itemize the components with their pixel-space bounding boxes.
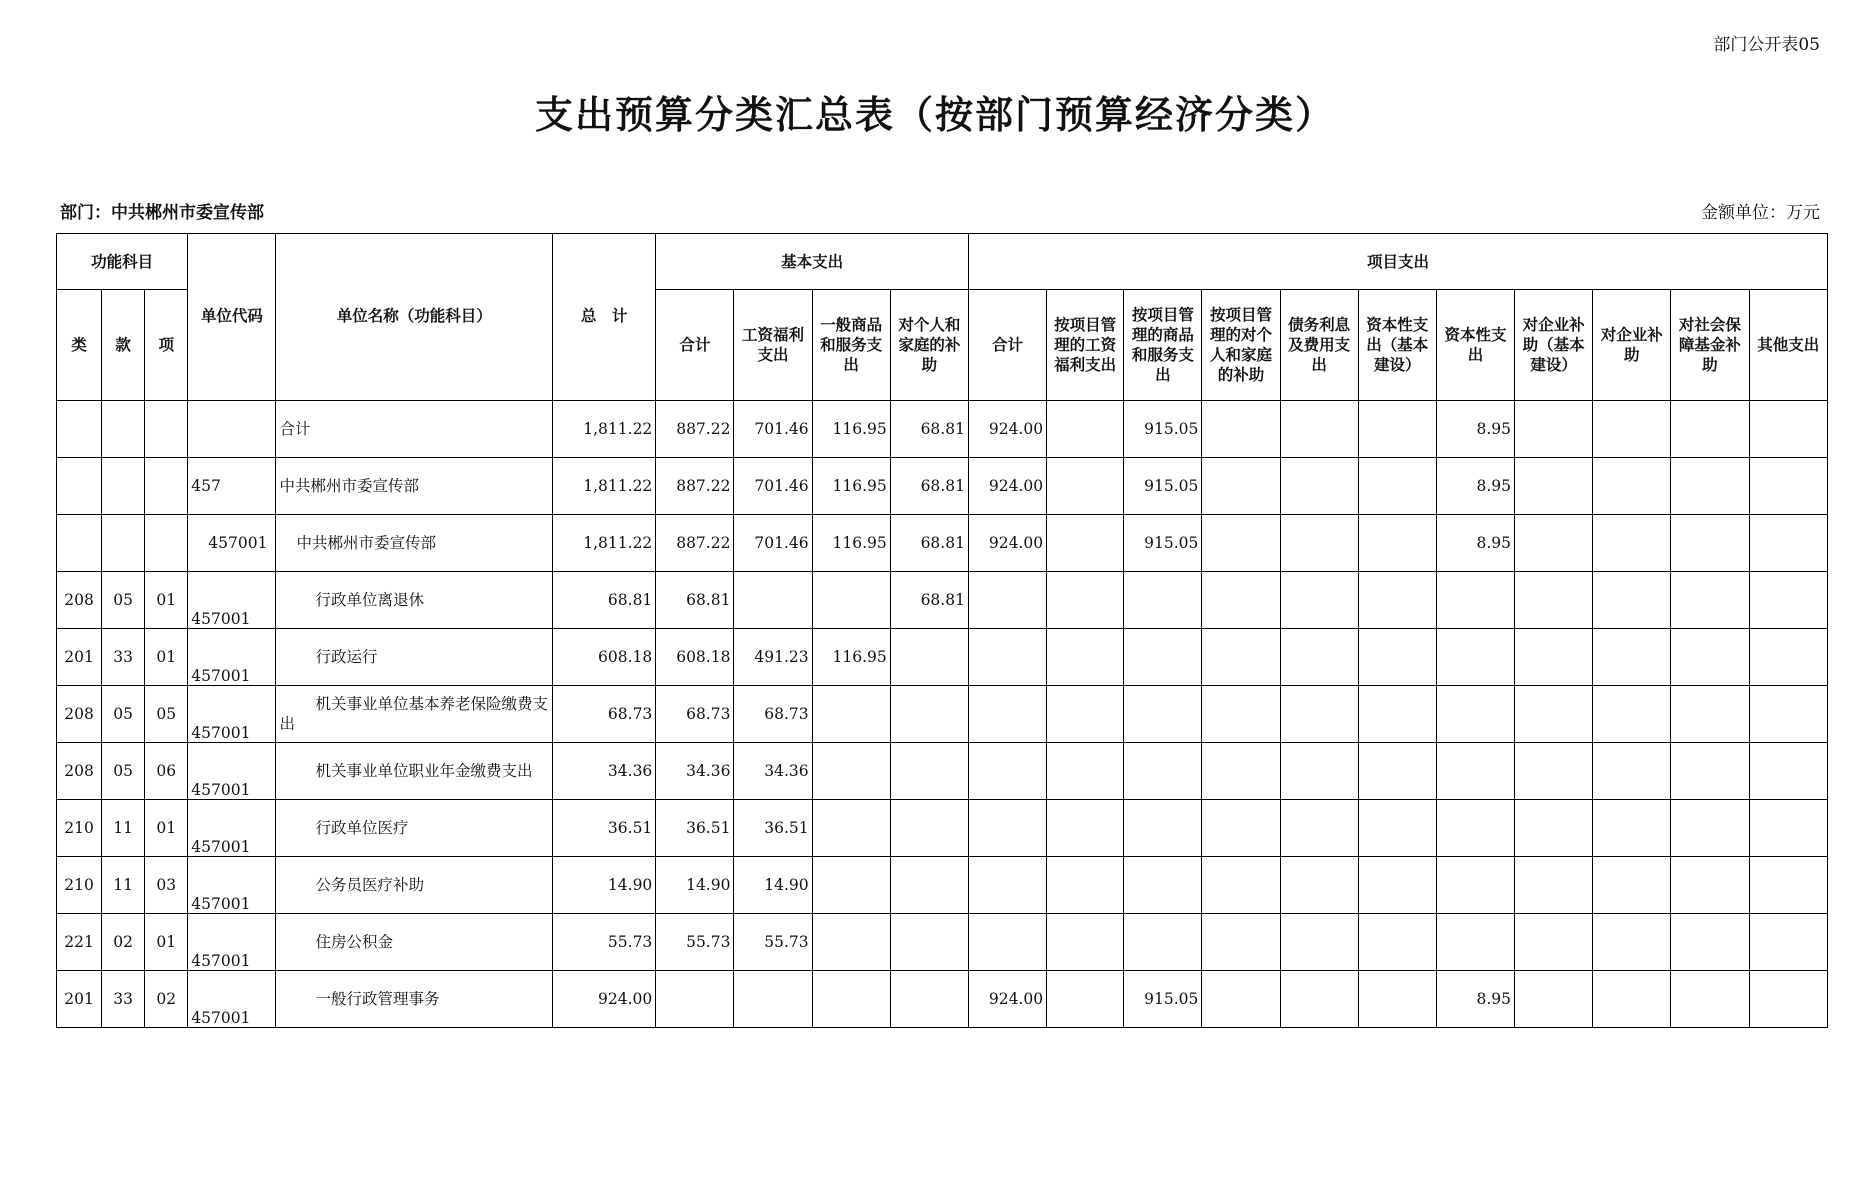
cell-p-goods bbox=[1124, 857, 1202, 914]
cell-p-capital-build bbox=[1358, 800, 1436, 857]
header-project-other: 其他支出 bbox=[1749, 290, 1828, 401]
cell-xiang bbox=[145, 401, 188, 458]
cell-p-social bbox=[1671, 401, 1749, 458]
cell-p-capital-build bbox=[1358, 743, 1436, 800]
cell-unit-name: 机关事业单位基本养老保险缴费支出 bbox=[276, 686, 553, 743]
cell-p-ent bbox=[1593, 971, 1671, 1028]
cell-p-social bbox=[1671, 914, 1749, 971]
table-row bbox=[57, 515, 1828, 572]
header-kuan: 款 bbox=[102, 290, 145, 401]
cell-lei bbox=[57, 515, 102, 572]
cell-p-ent bbox=[1593, 629, 1671, 686]
cell-b-total: 608.18 bbox=[656, 629, 734, 686]
cell-p-ent-build bbox=[1515, 914, 1593, 971]
cell-unit-code: 457001 bbox=[188, 914, 276, 971]
table-row bbox=[57, 686, 1828, 743]
cell-p-personal bbox=[1202, 686, 1280, 743]
header-project-enterprise: 对企业补助 bbox=[1593, 290, 1671, 401]
cell-p-wage bbox=[1047, 800, 1124, 857]
cell-p-social bbox=[1671, 572, 1749, 629]
cell-p-debt bbox=[1280, 800, 1358, 857]
cell-lei: 201 bbox=[57, 971, 102, 1028]
cell-b-personal bbox=[890, 800, 968, 857]
table-body bbox=[57, 401, 1828, 1028]
cell-p-capital-build bbox=[1358, 914, 1436, 971]
cell-kuan bbox=[102, 458, 145, 515]
cell-total: 68.73 bbox=[553, 686, 656, 743]
cell-p-other bbox=[1749, 743, 1828, 800]
cell-p-capital: 8.95 bbox=[1436, 515, 1514, 572]
cell-p-personal bbox=[1202, 401, 1280, 458]
cell-p-debt bbox=[1280, 629, 1358, 686]
cell-p-ent bbox=[1593, 914, 1671, 971]
table-row bbox=[57, 914, 1828, 971]
cell-p-wage bbox=[1047, 743, 1124, 800]
cell-total: 68.81 bbox=[553, 572, 656, 629]
header-unit-name: 单位名称（功能科目） bbox=[276, 234, 553, 401]
cell-p-capital-build bbox=[1358, 572, 1436, 629]
expenditure-budget-table bbox=[56, 233, 1828, 1028]
header-project-wage: 按项目管理的工资福利支出 bbox=[1047, 290, 1124, 401]
cell-p-wage bbox=[1047, 686, 1124, 743]
cell-b-goods bbox=[812, 686, 890, 743]
cell-unit-code: 457001 bbox=[188, 572, 276, 629]
cell-kuan bbox=[102, 515, 145, 572]
cell-b-goods: 116.95 bbox=[812, 458, 890, 515]
header-project-total: 合计 bbox=[968, 290, 1046, 401]
cell-b-wage: 55.73 bbox=[734, 914, 812, 971]
cell-p-other bbox=[1749, 857, 1828, 914]
cell-xiang: 01 bbox=[145, 914, 188, 971]
cell-p-capital-build bbox=[1358, 971, 1436, 1028]
cell-p-social bbox=[1671, 857, 1749, 914]
cell-p-total bbox=[968, 800, 1046, 857]
cell-p-wage bbox=[1047, 914, 1124, 971]
table-row bbox=[57, 401, 1828, 458]
cell-p-capital-build bbox=[1358, 857, 1436, 914]
cell-p-wage bbox=[1047, 857, 1124, 914]
cell-p-total: 924.00 bbox=[968, 401, 1046, 458]
cell-p-total: 924.00 bbox=[968, 515, 1046, 572]
cell-b-wage: 34.36 bbox=[734, 743, 812, 800]
cell-b-wage: 68.73 bbox=[734, 686, 812, 743]
cell-lei: 208 bbox=[57, 743, 102, 800]
cell-xiang: 01 bbox=[145, 800, 188, 857]
department-label: 部门：中共郴州市委宣传部 bbox=[60, 203, 264, 223]
cell-p-other bbox=[1749, 800, 1828, 857]
cell-p-capital-build bbox=[1358, 458, 1436, 515]
cell-p-total: 924.00 bbox=[968, 971, 1046, 1028]
cell-b-personal bbox=[890, 914, 968, 971]
cell-p-personal bbox=[1202, 629, 1280, 686]
cell-p-ent-build bbox=[1515, 743, 1593, 800]
cell-b-total: 68.81 bbox=[656, 572, 734, 629]
cell-xiang bbox=[145, 515, 188, 572]
cell-p-wage bbox=[1047, 458, 1124, 515]
cell-b-total: 55.73 bbox=[656, 914, 734, 971]
cell-b-wage bbox=[734, 971, 812, 1028]
cell-unit-name: 住房公积金 bbox=[276, 914, 553, 971]
cell-b-goods bbox=[812, 971, 890, 1028]
cell-p-goods bbox=[1124, 629, 1202, 686]
cell-lei bbox=[57, 401, 102, 458]
table-row bbox=[57, 971, 1828, 1028]
cell-p-total: 924.00 bbox=[968, 458, 1046, 515]
cell-p-capital-build bbox=[1358, 686, 1436, 743]
header-unit-code: 单位代码 bbox=[188, 234, 276, 401]
cell-total: 36.51 bbox=[553, 800, 656, 857]
cell-b-goods bbox=[812, 914, 890, 971]
cell-p-capital bbox=[1436, 572, 1514, 629]
cell-total: 14.90 bbox=[553, 857, 656, 914]
cell-kuan: 11 bbox=[102, 800, 145, 857]
table-row bbox=[57, 572, 1828, 629]
header-project-social-fund: 对社会保障基金补助 bbox=[1671, 290, 1749, 401]
cell-unit-code: 457001 bbox=[188, 515, 276, 572]
cell-b-personal bbox=[890, 971, 968, 1028]
header-project-enterprise-build: 对企业补助（基本建设） bbox=[1515, 290, 1593, 401]
cell-p-ent bbox=[1593, 743, 1671, 800]
cell-p-other bbox=[1749, 515, 1828, 572]
cell-xiang: 05 bbox=[145, 686, 188, 743]
cell-p-debt bbox=[1280, 743, 1358, 800]
cell-xiang bbox=[145, 458, 188, 515]
cell-lei bbox=[57, 458, 102, 515]
cell-p-social bbox=[1671, 686, 1749, 743]
cell-unit-name: 行政运行 bbox=[276, 629, 553, 686]
cell-unit-code: 457001 bbox=[188, 857, 276, 914]
cell-unit-name: 机关事业单位职业年金缴费支出 bbox=[276, 743, 553, 800]
cell-p-ent-build bbox=[1515, 458, 1593, 515]
cell-p-social bbox=[1671, 800, 1749, 857]
cell-total: 1,811.22 bbox=[553, 401, 656, 458]
cell-b-total: 14.90 bbox=[656, 857, 734, 914]
cell-unit-code: 457001 bbox=[188, 971, 276, 1028]
cell-kuan: 33 bbox=[102, 971, 145, 1028]
cell-b-wage: 701.46 bbox=[734, 401, 812, 458]
cell-unit-code: 457 bbox=[188, 458, 276, 515]
cell-unit-name: 中共郴州市委宣传部 bbox=[276, 458, 553, 515]
cell-p-capital bbox=[1436, 914, 1514, 971]
cell-p-wage bbox=[1047, 629, 1124, 686]
cell-p-other bbox=[1749, 914, 1828, 971]
cell-p-capital: 8.95 bbox=[1436, 458, 1514, 515]
cell-total: 608.18 bbox=[553, 629, 656, 686]
cell-p-other bbox=[1749, 686, 1828, 743]
cell-p-personal bbox=[1202, 971, 1280, 1028]
cell-unit-code: 457001 bbox=[188, 686, 276, 743]
cell-p-total bbox=[968, 743, 1046, 800]
cell-p-personal bbox=[1202, 458, 1280, 515]
cell-b-wage: 701.46 bbox=[734, 458, 812, 515]
cell-p-personal bbox=[1202, 743, 1280, 800]
cell-p-ent bbox=[1593, 572, 1671, 629]
cell-unit-name: 公务员医疗补助 bbox=[276, 857, 553, 914]
cell-p-ent-build bbox=[1515, 401, 1593, 458]
cell-b-goods bbox=[812, 743, 890, 800]
cell-kuan: 02 bbox=[102, 914, 145, 971]
cell-p-capital bbox=[1436, 743, 1514, 800]
cell-b-personal: 68.81 bbox=[890, 401, 968, 458]
cell-lei: 210 bbox=[57, 857, 102, 914]
cell-unit-code bbox=[188, 401, 276, 458]
header-project-goods: 按项目管理的商品和服务支出 bbox=[1124, 290, 1202, 401]
cell-unit-code: 457001 bbox=[188, 743, 276, 800]
header-project-capital-build: 资本性支出（基本建设） bbox=[1358, 290, 1436, 401]
cell-b-goods: 116.95 bbox=[812, 401, 890, 458]
cell-p-goods bbox=[1124, 572, 1202, 629]
header-basic-total: 合计 bbox=[656, 290, 734, 401]
cell-p-other bbox=[1749, 572, 1828, 629]
cell-total: 55.73 bbox=[553, 914, 656, 971]
cell-p-goods: 915.05 bbox=[1124, 515, 1202, 572]
cell-b-personal bbox=[890, 743, 968, 800]
cell-b-wage: 701.46 bbox=[734, 515, 812, 572]
cell-p-wage bbox=[1047, 401, 1124, 458]
cell-b-total: 887.22 bbox=[656, 515, 734, 572]
table-row bbox=[57, 743, 1828, 800]
cell-b-personal: 68.81 bbox=[890, 458, 968, 515]
cell-kuan: 05 bbox=[102, 572, 145, 629]
table-row bbox=[57, 857, 1828, 914]
cell-p-ent-build bbox=[1515, 971, 1593, 1028]
cell-p-debt bbox=[1280, 401, 1358, 458]
cell-b-wage: 36.51 bbox=[734, 800, 812, 857]
cell-p-ent-build bbox=[1515, 629, 1593, 686]
cell-p-capital-build bbox=[1358, 401, 1436, 458]
cell-b-goods bbox=[812, 800, 890, 857]
cell-b-goods: 116.95 bbox=[812, 629, 890, 686]
cell-p-ent bbox=[1593, 458, 1671, 515]
cell-p-wage bbox=[1047, 515, 1124, 572]
cell-p-goods bbox=[1124, 800, 1202, 857]
cell-lei: 208 bbox=[57, 572, 102, 629]
cell-p-other bbox=[1749, 629, 1828, 686]
header-total: 总 计 bbox=[553, 234, 656, 401]
cell-xiang: 06 bbox=[145, 743, 188, 800]
cell-b-total: 36.51 bbox=[656, 800, 734, 857]
cell-p-total bbox=[968, 686, 1046, 743]
cell-p-debt bbox=[1280, 857, 1358, 914]
cell-p-debt bbox=[1280, 572, 1358, 629]
cell-b-wage bbox=[734, 572, 812, 629]
cell-p-other bbox=[1749, 401, 1828, 458]
cell-xiang: 03 bbox=[145, 857, 188, 914]
cell-p-ent bbox=[1593, 515, 1671, 572]
cell-xiang: 01 bbox=[145, 629, 188, 686]
amount-unit-label: 金额单位：万元 bbox=[1701, 203, 1820, 223]
form-number: 部门公开表05 bbox=[1713, 35, 1820, 55]
cell-kuan: 33 bbox=[102, 629, 145, 686]
cell-kuan: 05 bbox=[102, 743, 145, 800]
cell-p-capital: 8.95 bbox=[1436, 971, 1514, 1028]
header-basic-goods: 一般商品和服务支出 bbox=[812, 290, 890, 401]
cell-p-personal bbox=[1202, 572, 1280, 629]
cell-lei: 210 bbox=[57, 800, 102, 857]
cell-p-capital bbox=[1436, 629, 1514, 686]
cell-p-ent bbox=[1593, 857, 1671, 914]
cell-b-goods bbox=[812, 572, 890, 629]
cell-b-total: 887.22 bbox=[656, 458, 734, 515]
cell-kuan: 05 bbox=[102, 686, 145, 743]
header-project-capital: 资本性支出 bbox=[1436, 290, 1514, 401]
cell-p-ent-build bbox=[1515, 515, 1593, 572]
table-row bbox=[57, 800, 1828, 857]
cell-p-ent bbox=[1593, 686, 1671, 743]
cell-p-goods bbox=[1124, 743, 1202, 800]
cell-b-wage: 491.23 bbox=[734, 629, 812, 686]
cell-b-goods: 116.95 bbox=[812, 515, 890, 572]
cell-unit-code: 457001 bbox=[188, 800, 276, 857]
cell-kuan bbox=[102, 401, 145, 458]
cell-xiang: 02 bbox=[145, 971, 188, 1028]
cell-p-capital: 8.95 bbox=[1436, 401, 1514, 458]
cell-unit-name: 合计 bbox=[276, 401, 553, 458]
cell-p-goods: 915.05 bbox=[1124, 401, 1202, 458]
cell-p-other bbox=[1749, 971, 1828, 1028]
cell-p-personal bbox=[1202, 857, 1280, 914]
cell-p-debt bbox=[1280, 914, 1358, 971]
cell-lei: 201 bbox=[57, 629, 102, 686]
cell-b-total: 887.22 bbox=[656, 401, 734, 458]
cell-lei: 221 bbox=[57, 914, 102, 971]
cell-p-other bbox=[1749, 458, 1828, 515]
cell-unit-name: 行政单位医疗 bbox=[276, 800, 553, 857]
cell-lei: 208 bbox=[57, 686, 102, 743]
cell-p-ent-build bbox=[1515, 572, 1593, 629]
cell-unit-name: 行政单位离退休 bbox=[276, 572, 553, 629]
cell-p-total bbox=[968, 572, 1046, 629]
cell-total: 34.36 bbox=[553, 743, 656, 800]
cell-p-ent-build bbox=[1515, 857, 1593, 914]
cell-p-ent bbox=[1593, 800, 1671, 857]
cell-b-total: 34.36 bbox=[656, 743, 734, 800]
header-project-debt: 债务利息及费用支出 bbox=[1280, 290, 1358, 401]
cell-p-ent-build bbox=[1515, 800, 1593, 857]
cell-p-debt bbox=[1280, 686, 1358, 743]
cell-p-wage bbox=[1047, 572, 1124, 629]
cell-kuan: 11 bbox=[102, 857, 145, 914]
cell-p-social bbox=[1671, 515, 1749, 572]
cell-unit-code: 457001 bbox=[188, 629, 276, 686]
cell-p-goods: 915.05 bbox=[1124, 971, 1202, 1028]
header-project-personal: 按项目管理的对个人和家庭的补助 bbox=[1202, 290, 1280, 401]
cell-unit-name: 一般行政管理事务 bbox=[276, 971, 553, 1028]
cell-p-personal bbox=[1202, 914, 1280, 971]
cell-total: 924.00 bbox=[553, 971, 656, 1028]
cell-p-debt bbox=[1280, 971, 1358, 1028]
cell-p-capital bbox=[1436, 857, 1514, 914]
cell-b-goods bbox=[812, 857, 890, 914]
cell-p-debt bbox=[1280, 458, 1358, 515]
cell-b-personal: 68.81 bbox=[890, 515, 968, 572]
cell-xiang: 01 bbox=[145, 572, 188, 629]
header-basic-wage: 工资福利支出 bbox=[734, 290, 812, 401]
cell-p-personal bbox=[1202, 515, 1280, 572]
cell-p-wage bbox=[1047, 971, 1124, 1028]
cell-p-social bbox=[1671, 743, 1749, 800]
header-xiang: 项 bbox=[145, 290, 188, 401]
cell-total: 1,811.22 bbox=[553, 515, 656, 572]
cell-p-ent bbox=[1593, 401, 1671, 458]
cell-b-total bbox=[656, 971, 734, 1028]
cell-p-capital bbox=[1436, 800, 1514, 857]
cell-p-social bbox=[1671, 971, 1749, 1028]
cell-p-capital bbox=[1436, 686, 1514, 743]
cell-b-total: 68.73 bbox=[656, 686, 734, 743]
cell-p-total bbox=[968, 857, 1046, 914]
cell-p-goods bbox=[1124, 914, 1202, 971]
cell-p-total bbox=[968, 914, 1046, 971]
cell-p-social bbox=[1671, 458, 1749, 515]
cell-p-capital-build bbox=[1358, 629, 1436, 686]
cell-unit-name: 中共郴州市委宣传部 bbox=[276, 515, 553, 572]
cell-b-personal bbox=[890, 629, 968, 686]
cell-p-goods: 915.05 bbox=[1124, 458, 1202, 515]
header-basic-expenditure: 基本支出 bbox=[656, 234, 969, 290]
cell-total: 1,811.22 bbox=[553, 458, 656, 515]
cell-b-personal bbox=[890, 686, 968, 743]
cell-p-goods bbox=[1124, 686, 1202, 743]
cell-p-personal bbox=[1202, 800, 1280, 857]
cell-b-personal: 68.81 bbox=[890, 572, 968, 629]
cell-p-capital-build bbox=[1358, 515, 1436, 572]
table-row bbox=[57, 629, 1828, 686]
cell-p-social bbox=[1671, 629, 1749, 686]
page-title: 支出预算分类汇总表（按部门预算经济分类） bbox=[534, 93, 1335, 137]
cell-b-wage: 14.90 bbox=[734, 857, 812, 914]
cell-p-ent-build bbox=[1515, 686, 1593, 743]
cell-b-personal bbox=[890, 857, 968, 914]
cell-p-debt bbox=[1280, 515, 1358, 572]
cell-p-total bbox=[968, 629, 1046, 686]
header-func-subject: 功能科目 bbox=[57, 234, 188, 290]
table-row bbox=[57, 458, 1828, 515]
header-lei: 类 bbox=[57, 290, 102, 401]
header-project-expenditure: 项目支出 bbox=[968, 234, 1827, 290]
header-basic-personal: 对个人和家庭的补助 bbox=[890, 290, 968, 401]
